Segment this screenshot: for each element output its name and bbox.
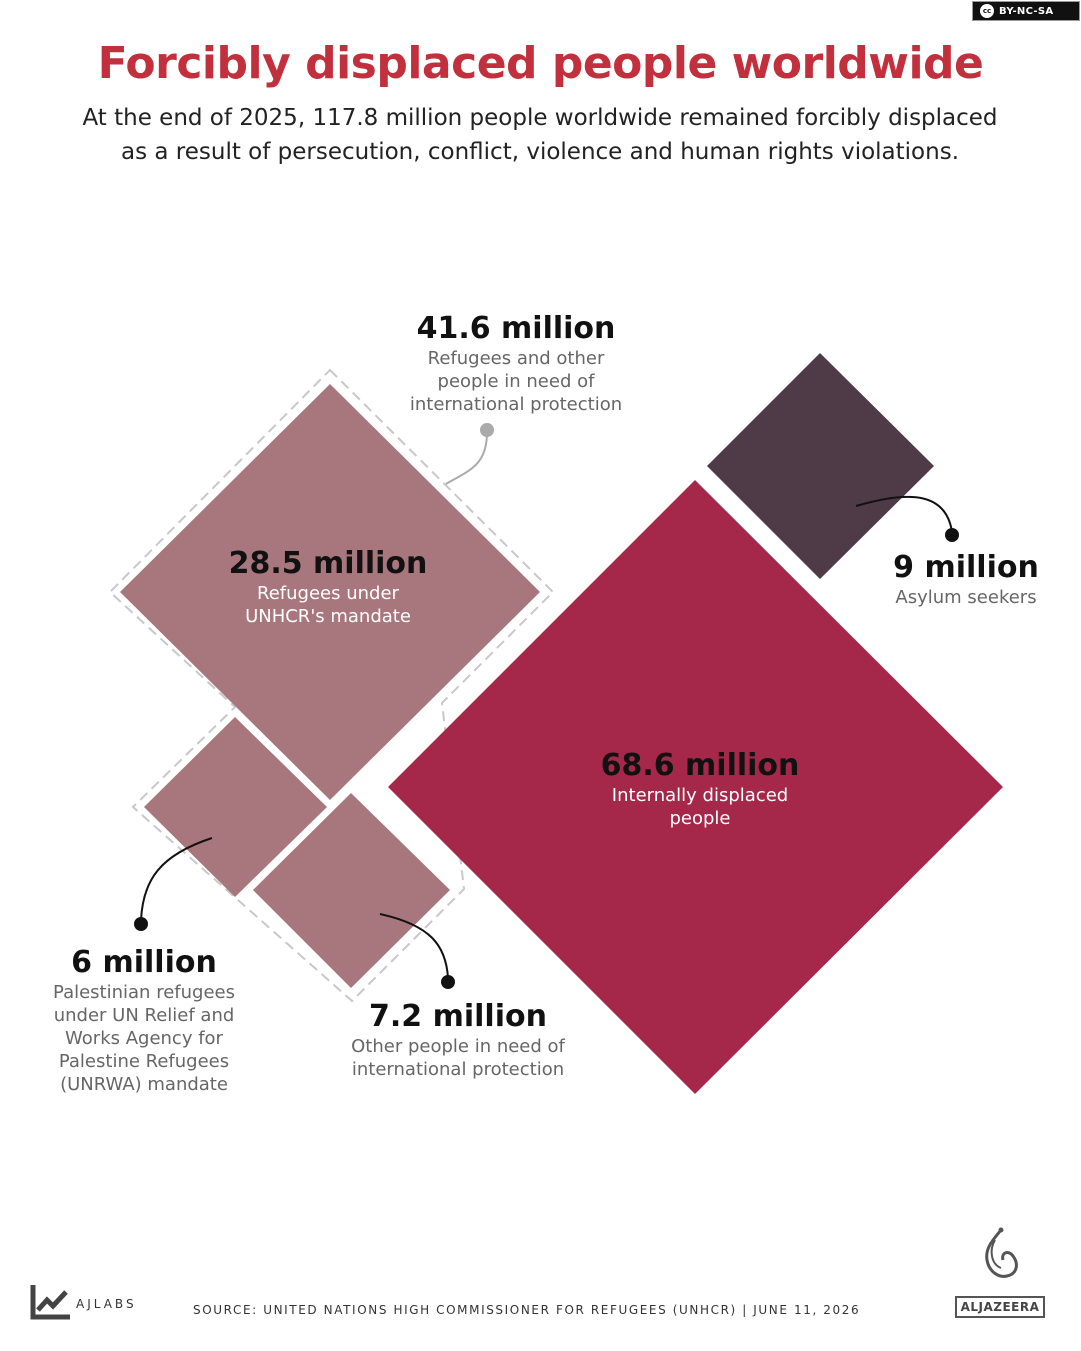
- desc-asylum-seekers: [866, 586, 1066, 609]
- desc-line: Internally displaced: [611, 785, 789, 806]
- desc-line: under UN Relief and: [53, 1005, 235, 1026]
- desc-other-protection: [318, 1035, 598, 1081]
- ajlabs-brand: [30, 1283, 137, 1321]
- desc-line: international protection: [409, 394, 623, 415]
- leader-dot-other-protection: [441, 975, 455, 989]
- ajlabs-text: AJLABS: [76, 1297, 137, 1311]
- subtitle-line-2: as a result of persecution, conflict, violence and human rights violations.: [120, 139, 960, 165]
- desc-international-protection: [386, 347, 646, 416]
- aljazeera-logo: [955, 1226, 1047, 1318]
- label-internally-displaced: [570, 748, 830, 830]
- desc-line: Other people in need of: [351, 1036, 565, 1057]
- desc-line: Refugees under: [257, 583, 399, 604]
- value-other-protection: 7.2 million: [369, 999, 547, 1034]
- chart-line-icon: [30, 1283, 72, 1321]
- subtitle-line-1: At the end of 2025, 117.8 million people worldwide remained forcibly displaced: [82, 105, 998, 131]
- desc-line: Refugees and other: [427, 348, 605, 369]
- label-international-protection: [386, 311, 646, 416]
- leader-dot-unrwa-refugees: [134, 917, 148, 931]
- label-other-protection: [318, 999, 598, 1081]
- desc-line: people in need of: [437, 371, 595, 392]
- label-unrwa-refugees: [24, 945, 264, 1096]
- value-asylum-seekers: 9 million: [893, 550, 1039, 585]
- aljazeera-emblem-icon: [955, 1226, 1047, 1288]
- leader-line-international-protection: [446, 432, 487, 484]
- value-unrwa-refugees: 6 million: [71, 945, 217, 980]
- desc-line: Works Agency for: [65, 1028, 223, 1049]
- value-refugees-unhcr: 28.5 million: [228, 546, 428, 581]
- footer-source: SOURCE: UNITED NATIONS HIGH COMMISSIONER FOR REFUGEES (UNHCR) | JUNE 11, 2026: [193, 1303, 861, 1317]
- page-title: Forcibly displaced people worldwide: [97, 38, 984, 89]
- label-refugees-unhcr: [198, 546, 458, 628]
- leader-dot-asylum-seekers: [945, 528, 959, 542]
- desc-refugees-unhcr: [198, 582, 458, 628]
- label-asylum-seekers: [866, 550, 1066, 609]
- value-internally-displaced: 68.6 million: [600, 748, 800, 783]
- desc-unrwa-refugees: [24, 981, 264, 1096]
- desc-line: Asylum seekers: [895, 587, 1037, 608]
- value-international-protection: 41.6 million: [416, 311, 616, 346]
- desc-line: Palestine Refugees: [58, 1051, 230, 1072]
- desc-line: UNHCR's mandate: [245, 606, 411, 627]
- leader-dot-international-protection: [480, 423, 494, 437]
- license-text: BY-NC-SA: [999, 5, 1054, 17]
- desc-internally-displaced: [570, 784, 830, 830]
- desc-line: people: [669, 808, 731, 829]
- desc-line: international protection: [351, 1059, 565, 1080]
- creative-commons-icon: cc: [980, 4, 994, 18]
- aljazeera-wordmark: ALJAZEERA: [955, 1296, 1045, 1318]
- desc-line: Palestinian refugees: [53, 982, 235, 1003]
- desc-line: (UNRWA) mandate: [60, 1074, 228, 1095]
